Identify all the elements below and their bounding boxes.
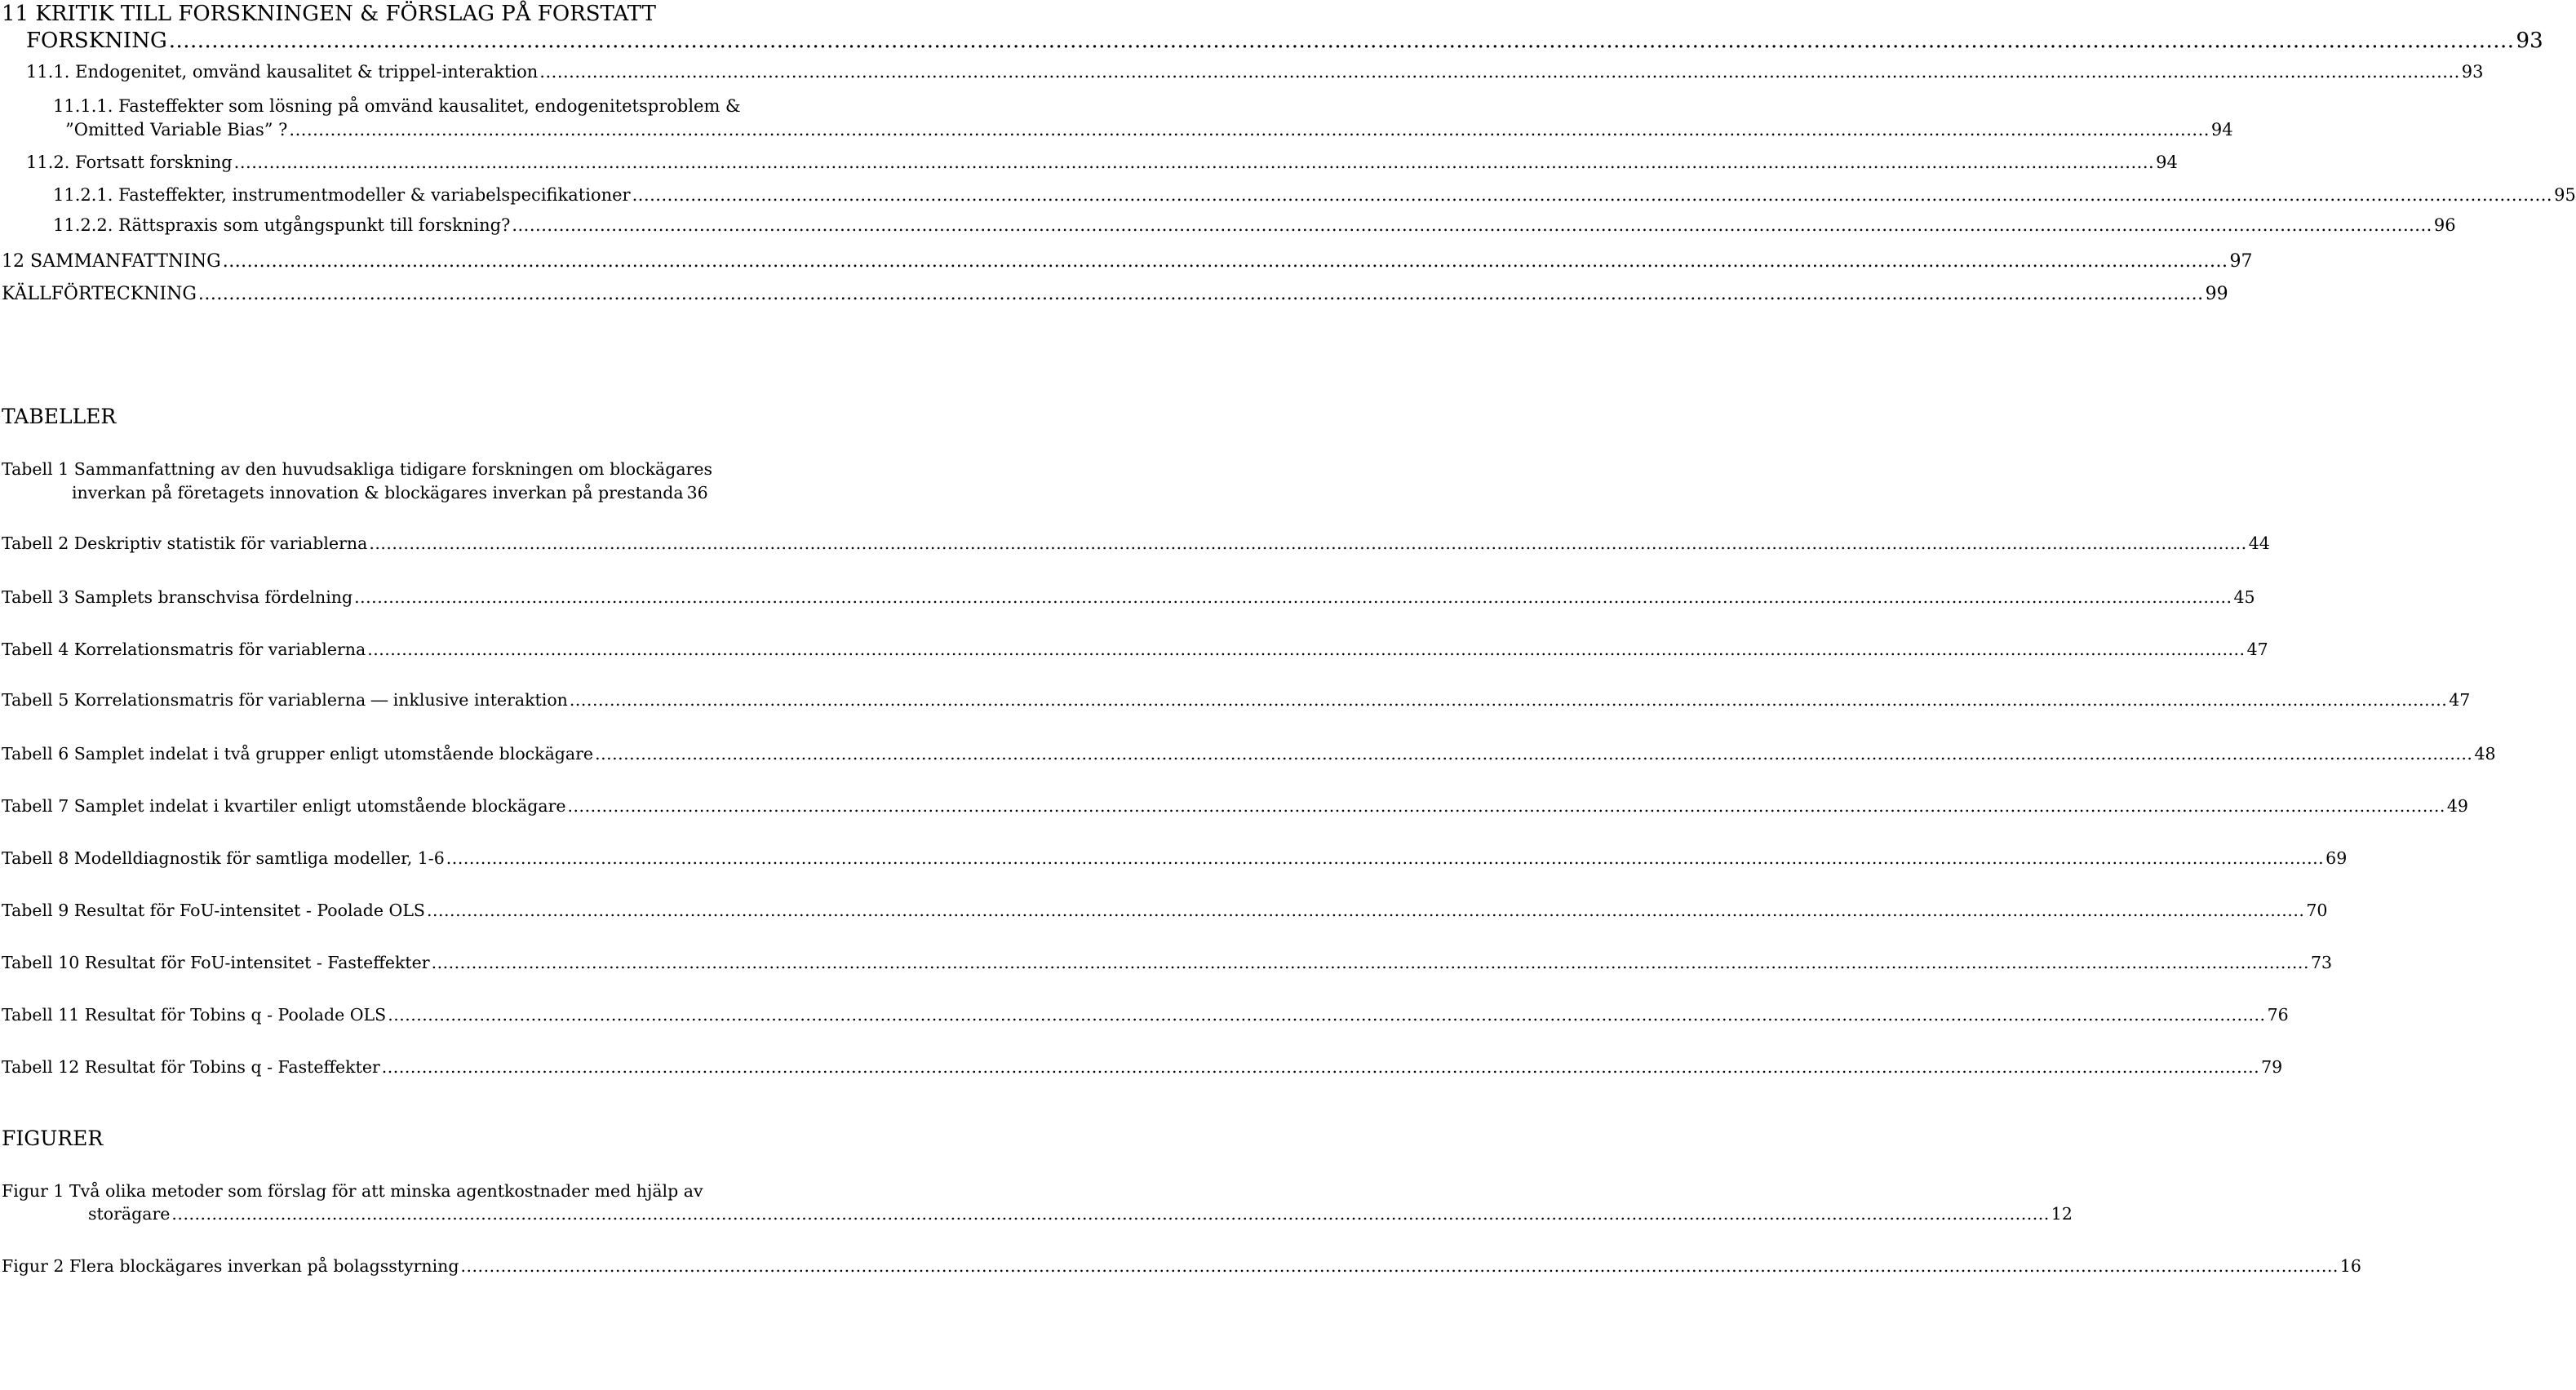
toc-entry-label: Tabell 6 Samplet indelat i två grupper enligt utomstående blockägare — [2, 744, 594, 764]
figures-heading: FIGURER — [2, 1127, 104, 1150]
toc-entry-label: inverkan på företagets innovation & blockägares inverkan på prestanda — [72, 483, 684, 502]
figure-entry-1-line1[interactable]: Figur 1 Två olika metoder som förslag för att minska agentkostnader med hjälp av — [2, 1181, 703, 1201]
page-number: 49 — [2446, 796, 2468, 816]
table-entry-12[interactable] — [2, 1057, 2283, 1077]
toc-entry-label: Tabell 10 Resultat för FoU-intensitet - Fasteffekter — [2, 953, 430, 972]
toc-entry-11-1[interactable] — [26, 62, 2484, 82]
table-entry-6[interactable] — [2, 744, 2496, 764]
page-number: 96 — [2433, 215, 2456, 235]
dot-leader — [539, 62, 2460, 82]
page-number: 44 — [2248, 533, 2270, 553]
table-entry-4[interactable] — [2, 640, 2268, 659]
toc-entry-11-2-1[interactable] — [53, 185, 2576, 205]
figure-entry-1[interactable] — [88, 1204, 2073, 1224]
toc-entry-label: Tabell 7 Samplet indelat i kvartiler enligt utomstående blockägare — [2, 796, 566, 816]
page-number: 79 — [2261, 1057, 2283, 1077]
page-number: 47 — [2449, 690, 2471, 710]
dot-leader — [354, 587, 2232, 607]
page-number: 99 — [2205, 284, 2228, 304]
table-entry-5[interactable] — [2, 690, 2471, 710]
toc-entry-label: 11.1. Endogenitet, omvänd kausalitet & trippel-interaktion — [26, 62, 539, 82]
dot-leader — [198, 284, 2204, 304]
page-number: 73 — [2310, 953, 2333, 972]
dot-leader — [568, 796, 2445, 816]
toc-entry-kallforteckning[interactable] — [2, 284, 2228, 304]
table-entry-1-line1[interactable]: Tabell 1 Sammanfattning av den huvudsakliga tidigare forskningen om blockägares — [2, 459, 713, 479]
dot-leader — [169, 29, 2515, 53]
toc-entry-label: Tabell 9 Resultat för FoU-intensitet - Poolade OLS — [2, 901, 425, 920]
toc-entry-label: Tabell 2 Deskriptiv statistik för variablerna — [2, 533, 368, 553]
toc-entry-label: Tabell 8 Modelldiagnostik för samtliga modeller, 1-6 — [2, 848, 445, 868]
dot-leader — [446, 848, 2324, 868]
dot-leader — [171, 1204, 2049, 1224]
page-number: 97 — [2229, 251, 2253, 272]
page-number: 70 — [2306, 901, 2328, 920]
page-number: 95 — [2554, 185, 2576, 205]
dot-leader — [432, 953, 2309, 972]
page-number: 36 — [686, 483, 708, 502]
toc-entry-label: 12 SAMMANFATTNING — [2, 251, 221, 272]
toc-entry-11-2[interactable] — [26, 153, 2178, 172]
page-number: 94 — [2156, 153, 2178, 172]
toc-entry-label: storägare — [88, 1204, 171, 1224]
dot-leader — [461, 1256, 2339, 1276]
dot-leader — [570, 690, 2447, 710]
page-number: 16 — [2339, 1256, 2361, 1276]
page-number: 47 — [2246, 640, 2268, 659]
toc-entry-label: KÄLLFÖRTECKNING — [2, 284, 197, 304]
toc-entry-label: Tabell 12 Resultat för Tobins q - Fasteffekter — [2, 1057, 380, 1077]
table-entry-8[interactable] — [2, 848, 2348, 868]
page-number: 94 — [2210, 120, 2233, 139]
page-number: 93 — [2516, 29, 2543, 53]
page-number: 69 — [2325, 848, 2348, 868]
toc-entry-label: Tabell 5 Korrelationsmatris för variablerna ― inklusive interaktion — [2, 690, 568, 710]
page-number: 76 — [2267, 1005, 2289, 1025]
toc-entry-11-1-1[interactable] — [65, 120, 2233, 139]
toc-entry-label: Tabell 11 Resultat för Tobins q - Poolade OLS — [2, 1005, 387, 1025]
dot-leader — [289, 120, 2210, 139]
toc-entry-label: 11.2.2. Rättspraxis som utgångspunkt till forskning? — [53, 215, 511, 235]
dot-leader — [234, 153, 2155, 172]
table-entry-2[interactable] — [2, 533, 2270, 553]
table-entry-9[interactable] — [2, 901, 2328, 920]
toc-entry-label: Tabell 4 Korrelationsmatris för variablerna — [2, 640, 366, 659]
table-entry-7[interactable] — [2, 796, 2468, 816]
toc-entry-label: Figur 2 Flera blockägares inverkan på bolagsstyrning — [2, 1256, 459, 1276]
dot-leader — [369, 533, 2246, 553]
dot-leader — [367, 640, 2245, 659]
dot-leader — [382, 1057, 2259, 1077]
toc-entry-11-2-2[interactable] — [53, 215, 2456, 235]
dot-leader — [427, 901, 2304, 920]
toc-entry-11[interactable] — [26, 29, 2543, 53]
page-number: 45 — [2233, 587, 2255, 607]
toc-entry-label: Tabell 3 Samplets branschvisa fördelning — [2, 587, 353, 607]
page-number: 48 — [2474, 744, 2496, 764]
toc-entry-label: 11.2.1. Fasteffekter, instrumentmodeller & variabelspecifikationer — [53, 185, 631, 205]
toc-entry-11-1-1-line1[interactable]: 11.1.1. Fasteffekter som lösning på omvänd kausalitet, endogenitetsproblem & — [53, 96, 741, 116]
toc-entry-label: FORSKNING — [26, 29, 167, 53]
page-number: 93 — [2461, 62, 2484, 82]
dot-leader — [388, 1005, 2265, 1025]
table-entry-11[interactable] — [2, 1005, 2289, 1025]
toc-entry-label: ”Omitted Variable Bias” ? — [65, 120, 288, 139]
table-entry-3[interactable] — [2, 587, 2255, 607]
toc-entry-12[interactable] — [2, 251, 2253, 272]
dot-leader — [512, 215, 2432, 235]
page-number: 12 — [2051, 1204, 2073, 1224]
figure-entry-2[interactable] — [2, 1256, 2361, 1276]
tables-heading: TABELLER — [2, 405, 117, 428]
table-entry-1[interactable] — [72, 483, 708, 502]
dot-leader — [595, 744, 2472, 764]
dot-leader — [632, 185, 2553, 205]
dot-leader — [223, 251, 2228, 272]
toc-entry-11-line1[interactable]: 11 KRITIK TILL FORSKNINGEN & FÖRSLAG PÅ FORSTATT — [2, 2, 656, 26]
toc-entry-label: 11.2. Fortsatt forskning — [26, 153, 233, 172]
table-entry-10[interactable] — [2, 953, 2333, 972]
